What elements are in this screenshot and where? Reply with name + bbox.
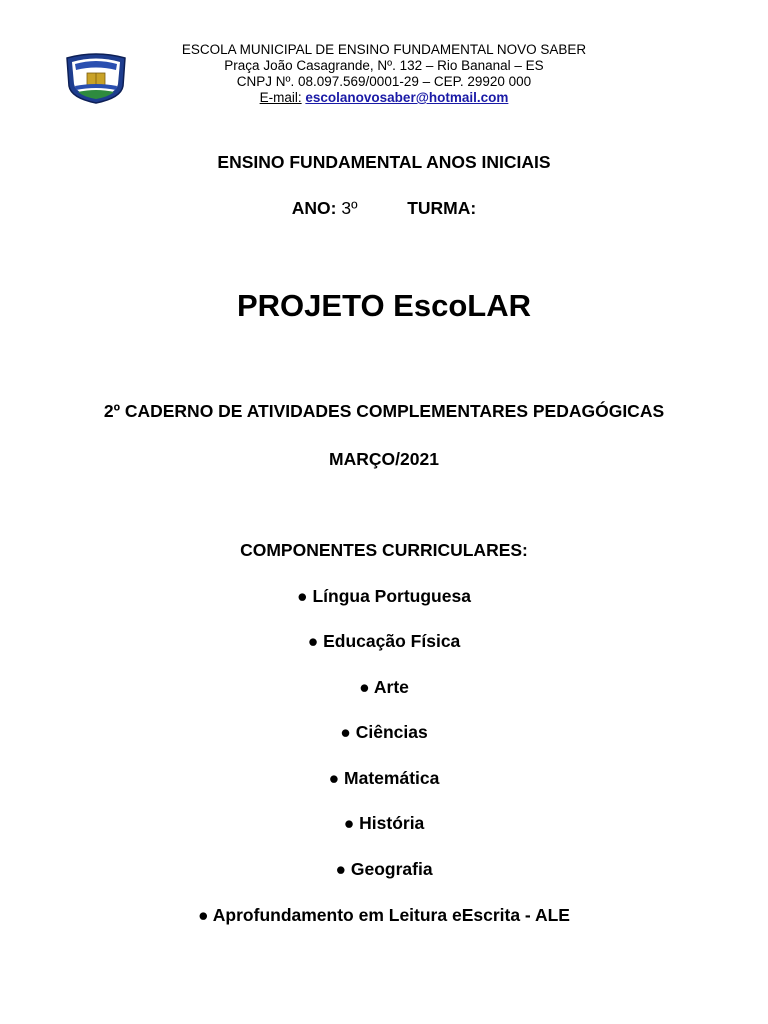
- school-header: [0, 42, 768, 106]
- email-label: E-mail:: [259, 90, 302, 105]
- year-value: 3º: [341, 198, 358, 218]
- component-item: ● Aprofundamento em Leitura eEscrita - ALE: [198, 905, 570, 925]
- school-email-line: [0, 90, 768, 106]
- component-item: ● Matemática: [328, 768, 440, 788]
- component-item: ● Educação Física: [307, 631, 461, 651]
- project-title: PROJETO EscoLAR: [236, 288, 531, 323]
- school-address: Praça João Casagrande, Nº. 132 – Rio Bananal – ES: [224, 58, 544, 73]
- month-label: MARÇO/2021: [329, 449, 439, 469]
- components-heading: COMPONENTES CURRICULARES:: [240, 540, 528, 560]
- school-registry: CNPJ Nº. 08.097.569/0001-29 – CEP. 29920 000: [236, 74, 532, 89]
- class-info-row: [0, 198, 768, 219]
- booklet-title: 2º CADERNO DE ATIVIDADES COMPLEMENTARES PEDAGÓGICAS: [103, 401, 665, 421]
- component-item: ● Ciências: [340, 722, 428, 742]
- email-link[interactable]: escolanovosaber@hotmail.com: [305, 90, 509, 105]
- component-item: ● Língua Portuguesa: [297, 586, 471, 606]
- component-item: ● História: [343, 813, 425, 833]
- education-level: ENSINO FUNDAMENTAL ANOS INICIAIS: [217, 152, 551, 172]
- component-item: ● Geografia: [335, 859, 433, 879]
- year-label: ANO:: [291, 198, 337, 218]
- class-label: TURMA:: [407, 198, 477, 218]
- school-name: ESCOLA MUNICIPAL DE ENSINO FUNDAMENTAL NOVO SABER: [181, 42, 587, 57]
- component-item: ● Arte: [359, 677, 409, 697]
